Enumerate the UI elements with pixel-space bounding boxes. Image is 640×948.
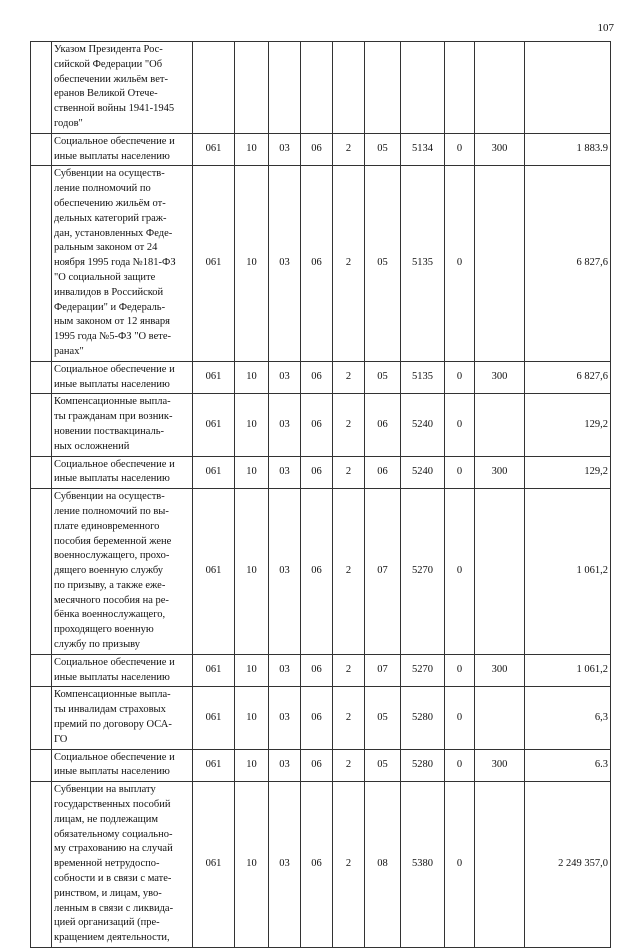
row-code-c5: 2 [333,687,365,749]
table-row [31,361,611,394]
row-code-c4: 06 [301,782,333,948]
row-amount: 1 061,2 [525,654,611,687]
table-row [31,687,611,749]
row-amount: 6.3 [525,749,611,782]
row-code-c1: 061 [193,687,235,749]
row-code-c1: 061 [193,456,235,489]
row-code-c3: 03 [269,654,301,687]
row-code-c9: 300 [475,749,525,782]
row-code-c5: 2 [333,394,365,456]
row-amount: 129,2 [525,394,611,456]
row-amount: 1 061,2 [525,489,611,655]
row-code-c5 [333,42,365,134]
row-description: Социальное обеспечение и иные выплаты населению [52,133,193,166]
row-code-c2 [235,42,269,134]
row-code-c8: 0 [445,166,475,361]
row-code-c1: 061 [193,361,235,394]
row-code-c8: 0 [445,687,475,749]
row-code-c2: 10 [235,489,269,655]
row-code-c9 [475,489,525,655]
row-amount: 6 827,6 [525,166,611,361]
row-code-c9: 300 [475,133,525,166]
row-code-c9: 300 [475,456,525,489]
row-code-c8: 0 [445,394,475,456]
row-code-c4 [301,42,333,134]
row-code-c7: 5135 [401,166,445,361]
row-description: Социальное обеспечение и иные выплаты населению [52,654,193,687]
row-code-c6: 05 [365,749,401,782]
row-code-c1: 061 [193,654,235,687]
row-blank-cell [31,687,52,749]
row-code-c6: 05 [365,133,401,166]
row-description: Социальное обеспечение и иные выплаты населению [52,361,193,394]
table-row [31,782,611,948]
row-code-c8: 0 [445,489,475,655]
row-blank-cell [31,456,52,489]
row-code-c6: 08 [365,782,401,948]
row-description: Указом Президента Рос- сийской Федерации "Об обеспечении жильём вет- еранов Великой Отече- ственной войны 1941-1945 годов" [52,42,193,134]
row-code-c3: 03 [269,456,301,489]
row-code-c4: 06 [301,166,333,361]
row-code-c5: 2 [333,456,365,489]
row-code-c2: 10 [235,361,269,394]
row-code-c9: 300 [475,361,525,394]
row-blank-cell [31,394,52,456]
row-code-c4: 06 [301,133,333,166]
row-code-c5: 2 [333,133,365,166]
row-code-c9: 300 [475,654,525,687]
row-code-c3: 03 [269,133,301,166]
row-code-c5: 2 [333,654,365,687]
row-code-c9 [475,782,525,948]
row-code-c8: 0 [445,456,475,489]
row-blank-cell [31,42,52,134]
row-code-c7: 5280 [401,687,445,749]
row-blank-cell [31,489,52,655]
row-code-c4: 06 [301,456,333,489]
row-amount [525,42,611,134]
row-amount: 2 249 357,0 [525,782,611,948]
row-code-c1: 061 [193,782,235,948]
row-code-c5: 2 [333,361,365,394]
row-code-c8: 0 [445,361,475,394]
table-row [31,133,611,166]
table-row [31,654,611,687]
row-code-c3: 03 [269,782,301,948]
row-code-c8: 0 [445,782,475,948]
row-code-c4: 06 [301,394,333,456]
row-code-c1: 061 [193,394,235,456]
row-code-c2: 10 [235,654,269,687]
budget-table-body [31,42,611,948]
row-description: Субвенции на осуществ- ление полномочий по обеспечению жильём от- дельных категорий граж- дан, установленных Феде- ральным законом от 24 ноября 1995 года №181-ФЗ "О социальной защите инвалидов в Российской Федерации" и Федераль- ным законом от 12 января 1995 года №5-ФЗ "О вете- ранах" [52,166,193,361]
row-description: Субвенции на осуществ- ление полномочий по вы- плате единовременного пособия беременной жене военнослужащего, прохо- дящего военную службу по призыву, а также еже- месячного пособия на ре- бёнка военнослужащего, проходящего военную службу по призыву [52,489,193,655]
row-code-c3: 03 [269,361,301,394]
row-code-c1: 061 [193,133,235,166]
row-code-c2: 10 [235,394,269,456]
row-code-c2: 10 [235,166,269,361]
row-code-c2: 10 [235,749,269,782]
row-code-c8: 0 [445,749,475,782]
row-blank-cell [31,782,52,948]
row-code-c2: 10 [235,782,269,948]
row-description: Социальное обеспечение и иные выплаты населению [52,749,193,782]
row-blank-cell [31,166,52,361]
budget-table [30,41,611,948]
row-code-c3: 03 [269,166,301,361]
row-code-c9 [475,166,525,361]
row-description: Субвенции на выплату государственных пособий лицам, не подлежащим обязательному социально- му страхованию на случай временной нетрудоспо- собности и в связи с мате- ринством, и лицам, уво- ленным в связи с ликвида- цией организаций (пре- кращением деятельности, [52,782,193,948]
row-code-c6 [365,42,401,134]
row-code-c4: 06 [301,687,333,749]
table-row [31,394,611,456]
row-code-c2: 10 [235,456,269,489]
row-code-c3: 03 [269,687,301,749]
row-code-c1: 061 [193,166,235,361]
row-code-c8: 0 [445,133,475,166]
row-amount: 1 883.9 [525,133,611,166]
row-code-c3: 03 [269,489,301,655]
row-amount: 6 827,6 [525,361,611,394]
row-code-c8 [445,42,475,134]
row-code-c1: 061 [193,489,235,655]
row-code-c5: 2 [333,489,365,655]
row-code-c7: 5134 [401,133,445,166]
row-code-c7: 5270 [401,654,445,687]
row-code-c7: 5240 [401,394,445,456]
row-code-c6: 05 [365,361,401,394]
page-number: 107 [597,22,614,34]
row-code-c9 [475,42,525,134]
row-amount: 129,2 [525,456,611,489]
row-code-c5: 2 [333,782,365,948]
row-description: Компенсационные выпла- ты гражданам при возник- новении поствакциналь- ных осложнений [52,394,193,456]
row-code-c7: 5135 [401,361,445,394]
row-code-c6: 06 [365,394,401,456]
row-code-c5: 2 [333,749,365,782]
row-amount: 6,3 [525,687,611,749]
row-code-c9 [475,394,525,456]
row-blank-cell [31,361,52,394]
row-code-c1 [193,42,235,134]
row-code-c7 [401,42,445,134]
row-description: Компенсационные выпла- ты инвалидам страховых премий по договору ОСА- ГО [52,687,193,749]
table-row [31,749,611,782]
row-code-c3: 03 [269,394,301,456]
row-code-c2: 10 [235,133,269,166]
row-code-c3 [269,42,301,134]
row-code-c7: 5240 [401,456,445,489]
row-code-c7: 5380 [401,782,445,948]
row-code-c6: 07 [365,489,401,655]
row-code-c9 [475,687,525,749]
row-blank-cell [31,749,52,782]
row-blank-cell [31,133,52,166]
table-row [31,166,611,361]
row-code-c7: 5270 [401,489,445,655]
table-row [31,489,611,655]
row-code-c8: 0 [445,654,475,687]
row-code-c5: 2 [333,166,365,361]
row-description: Социальное обеспечение и иные выплаты населению [52,456,193,489]
row-code-c1: 061 [193,749,235,782]
table-row [31,42,611,134]
row-code-c4: 06 [301,361,333,394]
row-code-c6: 05 [365,166,401,361]
row-code-c4: 06 [301,489,333,655]
row-code-c6: 06 [365,456,401,489]
row-code-c4: 06 [301,654,333,687]
table-row [31,456,611,489]
row-blank-cell [31,654,52,687]
row-code-c4: 06 [301,749,333,782]
row-code-c6: 07 [365,654,401,687]
row-code-c6: 05 [365,687,401,749]
row-code-c7: 5280 [401,749,445,782]
row-code-c2: 10 [235,687,269,749]
row-code-c3: 03 [269,749,301,782]
